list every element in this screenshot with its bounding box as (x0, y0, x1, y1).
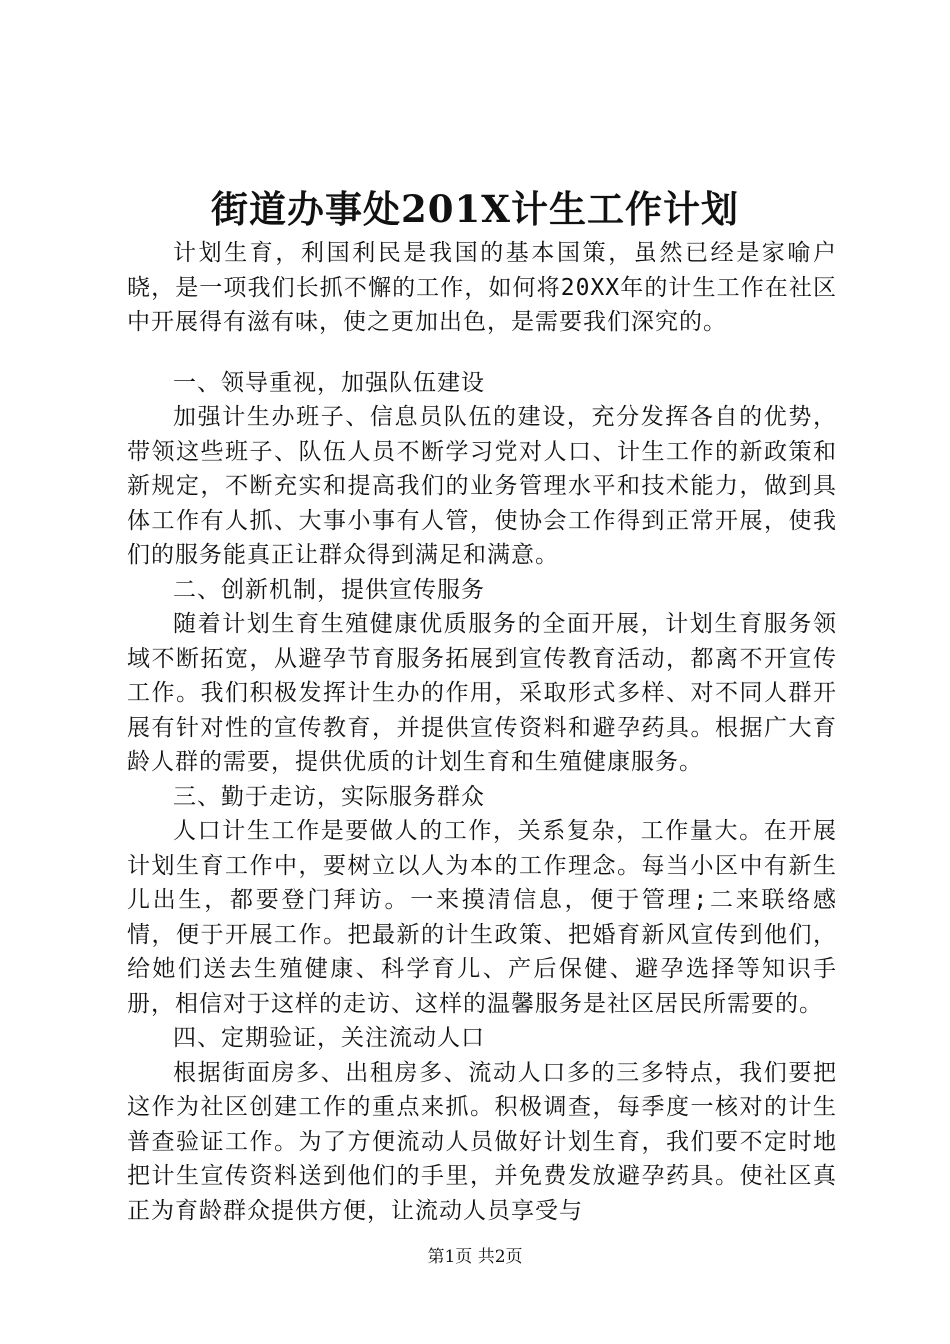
section-body-4: 根据街面房多、出租房多、流动人口多的三多特点，我们要把这作为社区创建工作的重点来抓。积极调查，每季度一核对的计生普查验证工作。为了方便流动人员做好计划生育，我们要不定时地把计生宣传资料送到他们的手里，并免费发放避孕药具。使社区真正为育龄群众提供方便，让流动人员享受与 (127, 1059, 837, 1224)
section-body-3: 人口计生工作是要做人的工作，关系复杂，工作量大。在开展计划生育工作中，要树立以人为本的工作理念。每当小区中有新生儿出生，都要登门拜访。一来摸清信息，便于管理;二来联络感情，便于开展工作。把最新的计生政策、把婚育新风宣传到他们，给她们送去生殖健康、科学育儿、产后保健、避孕选择等知识手册，相信对于这样的走访、这样的温馨服务是社区居民所需要的。 (127, 818, 837, 1017)
intro-paragraph: 计划生育，利国利民是我国的基本国策，虽然已经是家喻户晓，是一项我们长抓不懈的工作，如何将20XX年的计生工作在社区中开展得有滋有味，使之更加出色，是需要我们深究的。 (127, 240, 837, 335)
section-body-1: 加强计生办班子、信息员队伍的建设，充分发挥各自的优势，带领这些班子、队伍人员不断学习党对人口、计生工作的新政策和新规定，不断充实和提高我们的业务管理水平和技术能力，做到具体工作有人抓、大事小事有人管，使协会工作得到正常开展，使我们的服务能真正让群众得到满足和满意。 (127, 404, 837, 568)
section-heading-4: 四、定期验证，关注流动人口 (173, 1025, 485, 1051)
page-footer: 第1页 共2页 (427, 1247, 523, 1267)
document-title: 街道办事处201X计生工作计划 (211, 187, 739, 231)
section-heading-1: 一、领导重视，加强队伍建设 (173, 369, 485, 396)
section-heading-2: 二、创新机制，提供宣传服务 (173, 576, 485, 603)
section-body-2: 随着计划生育生殖健康优质服务的全面开展，计划生育服务领域不断拓宽，从避孕节育服务拓展到宣传教育活动，都离不开宣传工作。我们积极发挥计生办的作用，采取形式多样、对不同人群开展有针对性的宣传教育，并提供宣传资料和避孕药具。根据广大育龄人群的需要，提供优质的计划生育和生殖健康服务。 (127, 611, 837, 775)
document-body (127, 236, 837, 1228)
section-heading-3: 三、勤于走访，实际服务群众 (173, 783, 485, 810)
